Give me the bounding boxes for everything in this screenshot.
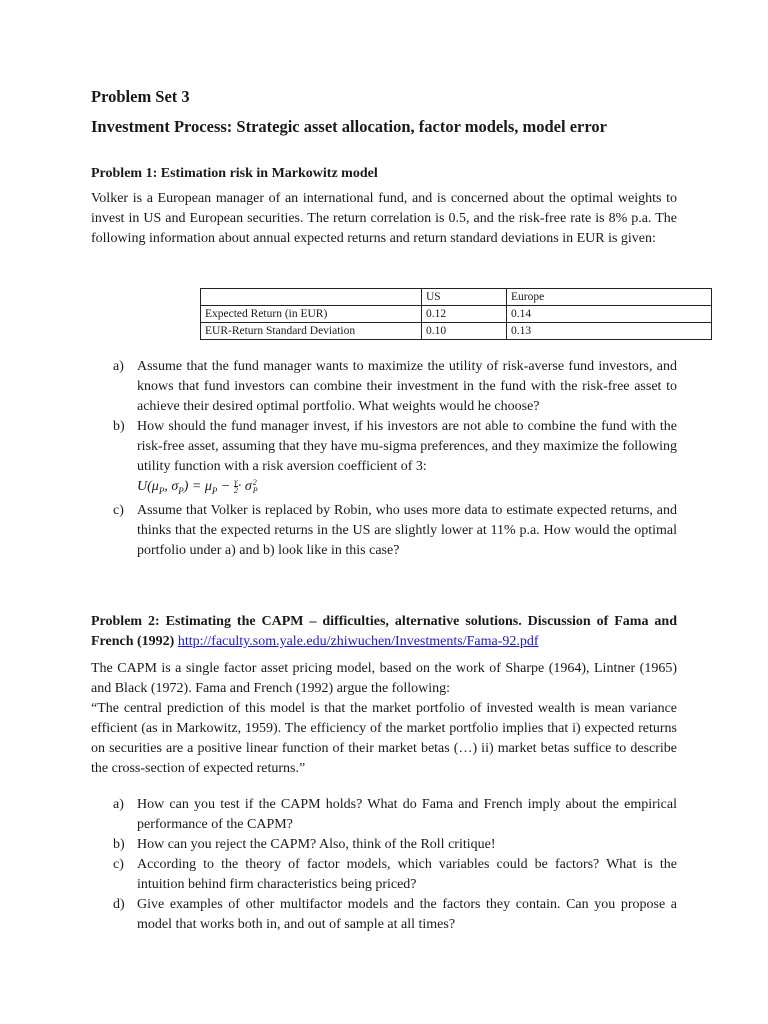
- question-text: Assume that the fund manager wants to maximize the utility of risk-averse fund investors, and knows that fund investors can combine their investment in the fund with the risk-free asset to achieve their desired optimal portfolio. What weights would he choose?: [137, 359, 677, 414]
- question-text: Assume that Volker is replaced by Robin, who uses more data to estimate expected returns, and thinks that the expected returns in the US are slightly lower at 11% p.a. How would the optimal portfolio under a) and b) look like in this case?: [137, 502, 677, 558]
- page-title: Problem Set 3: [91, 87, 190, 106]
- table-cell: 0.13: [507, 323, 712, 340]
- list-marker: b): [113, 419, 125, 434]
- problem-2-intro: The CAPM is a single factor asset pricing model, based on the work of Sharpe (1964), Lintner (1965) and Black (1972). Fama and French (1992) argue the following:: [91, 661, 677, 696]
- problem-1-intro: Volker is a European manager of an international fund, and is concerned about the optimal weights to invest in US and European securities. The return correlation is 0.5, and the risk-free rate is 8% p.a. The following information about annual expected returns and return standard deviations in EUR is given:: [91, 191, 677, 246]
- problem-2-questions: [91, 795, 677, 935]
- table-cell: Expected Return (in EUR): [201, 306, 422, 323]
- table-cell: 0.10: [422, 323, 507, 340]
- list-item: [91, 855, 677, 895]
- question-text: How should the fund manager invest, if his investors are not able to combine the fund with the risk-free asset, assuming that they have mu-sigma preferences, and they maximize the following utility function with a risk aversion coefficient of 3:: [137, 419, 677, 474]
- table-header-cell: US: [422, 289, 507, 306]
- question-text: How can you test if the CAPM holds? What do Fama and French imply about the empirical performance of the CAPM?: [137, 797, 677, 832]
- problem-1-heading: Problem 1: Estimation risk in Markowitz model: [91, 166, 378, 181]
- list-item: [91, 417, 677, 501]
- question-text: According to the theory of factor models, which variables could be factors? What is the intuition behind firm characteristics being priced?: [137, 857, 677, 892]
- list-marker: a): [113, 797, 124, 812]
- list-item: [91, 501, 677, 561]
- page-subtitle: Investment Process: Strategic asset allocation, factor models, model error: [91, 117, 607, 136]
- utility-formula: $U(\mu_P$, $\sigma_P) = \mu_P$ − $\frac{\gamma}{2}$ · σ 2 P: [137, 477, 258, 496]
- list-marker: c): [113, 857, 124, 872]
- table-header-row: [201, 289, 712, 306]
- list-item: [91, 895, 677, 935]
- list-marker: d): [113, 897, 125, 912]
- table-row: [201, 323, 712, 340]
- list-item: [91, 357, 677, 417]
- table-header-cell: [201, 289, 422, 306]
- fama-french-quote: “The central prediction of this model is that the market portfolio of invested wealth is mean variance efficient (as in Markowitz, 1959). The efficiency of the market portfolio implies that i) expected returns on securities are a positive linear function of their market betas (…) ii) market betas suffice to describe the cross-section of expected returns.”: [91, 701, 677, 776]
- table-row: [201, 306, 712, 323]
- list-marker: a): [113, 359, 124, 374]
- question-text: Give examples of other multifactor models and the factors they contain. Can you propose a model that works both in, and out of sample at all times?: [137, 897, 677, 932]
- list-item: [91, 835, 677, 855]
- question-text: How can you reject the CAPM? Also, think of the Roll critique!: [137, 837, 496, 852]
- list-item: [91, 795, 677, 835]
- list-marker: c): [113, 502, 124, 518]
- problem-2-heading: Problem 2: Estimating the CAPM – difficulties, alternative solutions. Discussion of Fama and French (1992) http://faculty.som.yale.edu/zhiwuchen/Investments/Fama-92.pdf: [91, 614, 677, 649]
- table-cell: 0.12: [422, 306, 507, 323]
- problem-1-questions: [91, 357, 677, 561]
- fama-french-paper-link[interactable]: http://faculty.som.yale.edu/zhiwuchen/Investments/Fama-92.pdf: [177, 634, 539, 649]
- list-marker: b): [113, 837, 125, 852]
- table-header-cell: Europe: [507, 289, 712, 306]
- table-cell: EUR-Return Standard Deviation: [201, 323, 422, 340]
- returns-table: [200, 288, 712, 340]
- table-cell: 0.14: [507, 306, 712, 323]
